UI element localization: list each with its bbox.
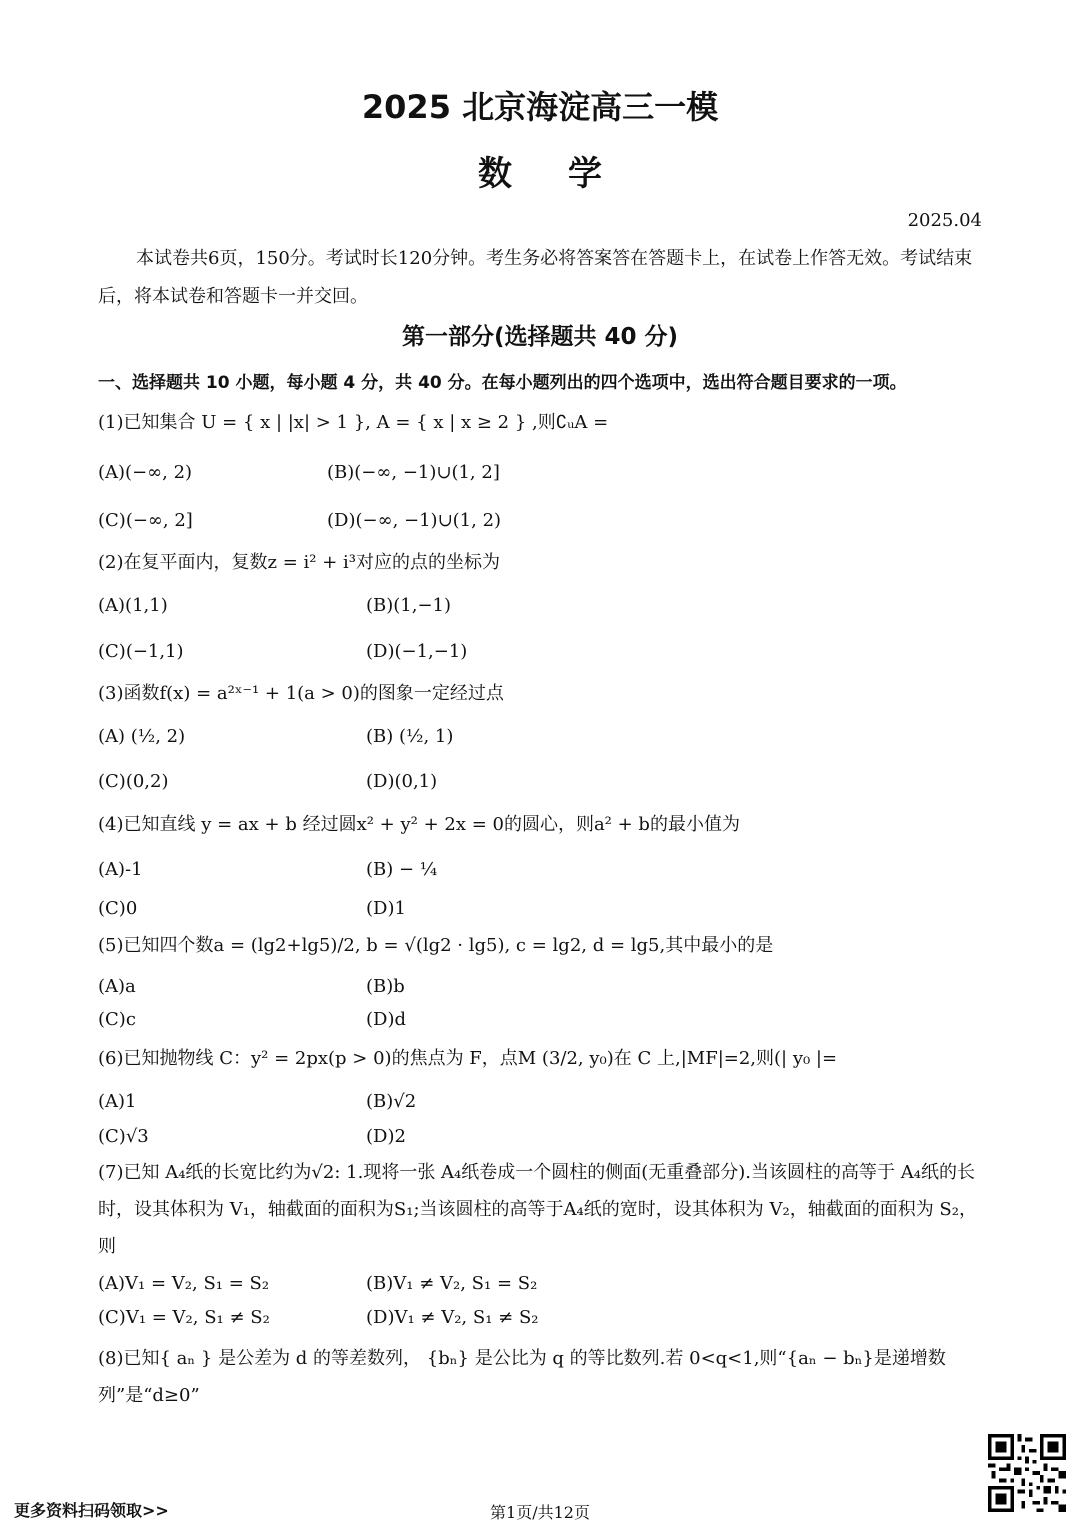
question-6-stem: (6)已知抛物线 C：y² = 2px(p > 0)的焦点为 F，点M (3/2, y₀)在 C 上,|MF|=2,则(| y₀ |=	[98, 1048, 838, 1069]
question-4-option-b: (B) − ¼	[366, 859, 438, 880]
question-1-option-a: (A)(−∞, 2)	[98, 462, 193, 483]
exam-date: 2025.04	[907, 210, 982, 231]
question-5-option-b: (B)b	[366, 976, 405, 997]
exam-title: 2025 北京海淀高三一模	[361, 88, 719, 126]
question-3-stem: (3)函数f(x) = a²ˣ⁻¹ + 1(a > 0)的图象一定经过点	[98, 683, 504, 704]
question-1-option-d: (D)(−∞, −1)∪(1, 2)	[327, 510, 502, 531]
question-2-stem: (2)在复平面内，复数z = i² + i³对应的点的坐标为	[98, 552, 500, 573]
subject-title: 数学	[478, 154, 658, 194]
part-title: 第一部分(选择题共 40 分)	[401, 324, 679, 350]
question-1-stem: (1)已知集合 U = { x | |x| > 1 }, A = { x | x ≥ 2 } ,则∁ᵤA =	[98, 412, 609, 433]
question-8-stem: (8)已知{ aₙ } 是公差为 d 的等差数列， {bₙ} 是公比为 q 的等比数列.若 0<q<1,则“{aₙ − bₙ}是递增数列”是“d≥0”	[98, 1348, 946, 1406]
question-4-stem: (4)已知直线 y = ax + b 经过圆x² + y² + 2x = 0的圆心，则a² + b的最小值为	[98, 814, 740, 835]
question-2-option-c: (C)(−1,1)	[98, 641, 184, 662]
question-7-option-a: (A)V₁ = V₂, S₁ = S₂	[98, 1273, 270, 1294]
question-3-option-a: (A) (½, 2)	[98, 726, 186, 747]
question-7-option-d: (D)V₁ ≠ V₂, S₁ ≠ S₂	[366, 1307, 539, 1328]
question-2-option-d: (D)(−1,−1)	[366, 641, 468, 662]
question-2-option-b: (B)(1,−1)	[366, 595, 452, 616]
question-5-option-a: (A)a	[98, 976, 136, 997]
question-6-option-d: (D)2	[366, 1126, 406, 1147]
question-1-option-c: (C)(−∞, 2]	[98, 510, 193, 531]
question-3-option-b: (B) (½, 1)	[366, 726, 454, 747]
question-7-option-b: (B)V₁ ≠ V₂, S₁ = S₂	[366, 1273, 538, 1294]
question-4-option-a: (A)-1	[98, 859, 143, 880]
question-4-option-c: (C)0	[98, 898, 138, 919]
question-3-option-d: (D)(0,1)	[366, 771, 438, 792]
question-4-option-d: (D)1	[366, 898, 406, 919]
question-7-stem: (7)已知 A₄纸的长宽比约为√2: 1.现将一张 A₄纸卷成一个圆柱的侧面(无重叠部分).当该圆柱的高等于 A₄纸的长时，设其体积为 V₁，轴截面的面积为S₁;当该圆柱的高等于A₄纸的宽时，设其体积为 V₂，轴截面的面积为 S₂，则	[98, 1162, 977, 1257]
footer-promo-text: 更多资料扫码领取>>	[14, 1501, 169, 1520]
question-5-stem: (5)已知四个数a = (lg2+lg5)/2, b = √(lg2 · lg5), c = lg2, d = lg5,其中最小的是	[98, 935, 774, 956]
question-2-option-a: (A)(1,1)	[98, 595, 168, 616]
question-5-option-c: (C)c	[98, 1009, 136, 1030]
question-7-option-c: (C)V₁ = V₂, S₁ ≠ S₂	[98, 1307, 270, 1328]
question-1-option-b: (B)(−∞, −1)∪(1, 2]	[327, 462, 500, 483]
exam-instructions: 本试卷共6页，150分。考试时长120分钟。考生务必将答案答在答题卡上，在试卷上作答无效。考试结束后，将本试卷和答题卡一并交回。	[98, 248, 973, 307]
page-number: 第1页/共12页	[490, 1503, 590, 1522]
section-title: 一、选择题共 10 小题，每小题 4 分，共 40 分。在每小题列出的四个选项中，选出符合题目要求的一项。	[98, 373, 907, 393]
question-6-option-b: (B)√2	[366, 1091, 417, 1112]
question-3-option-c: (C)(0,2)	[98, 771, 169, 792]
question-6-option-a: (A)1	[98, 1091, 137, 1112]
question-5-option-d: (D)d	[366, 1009, 406, 1030]
question-6-option-c: (C)√3	[98, 1126, 149, 1147]
